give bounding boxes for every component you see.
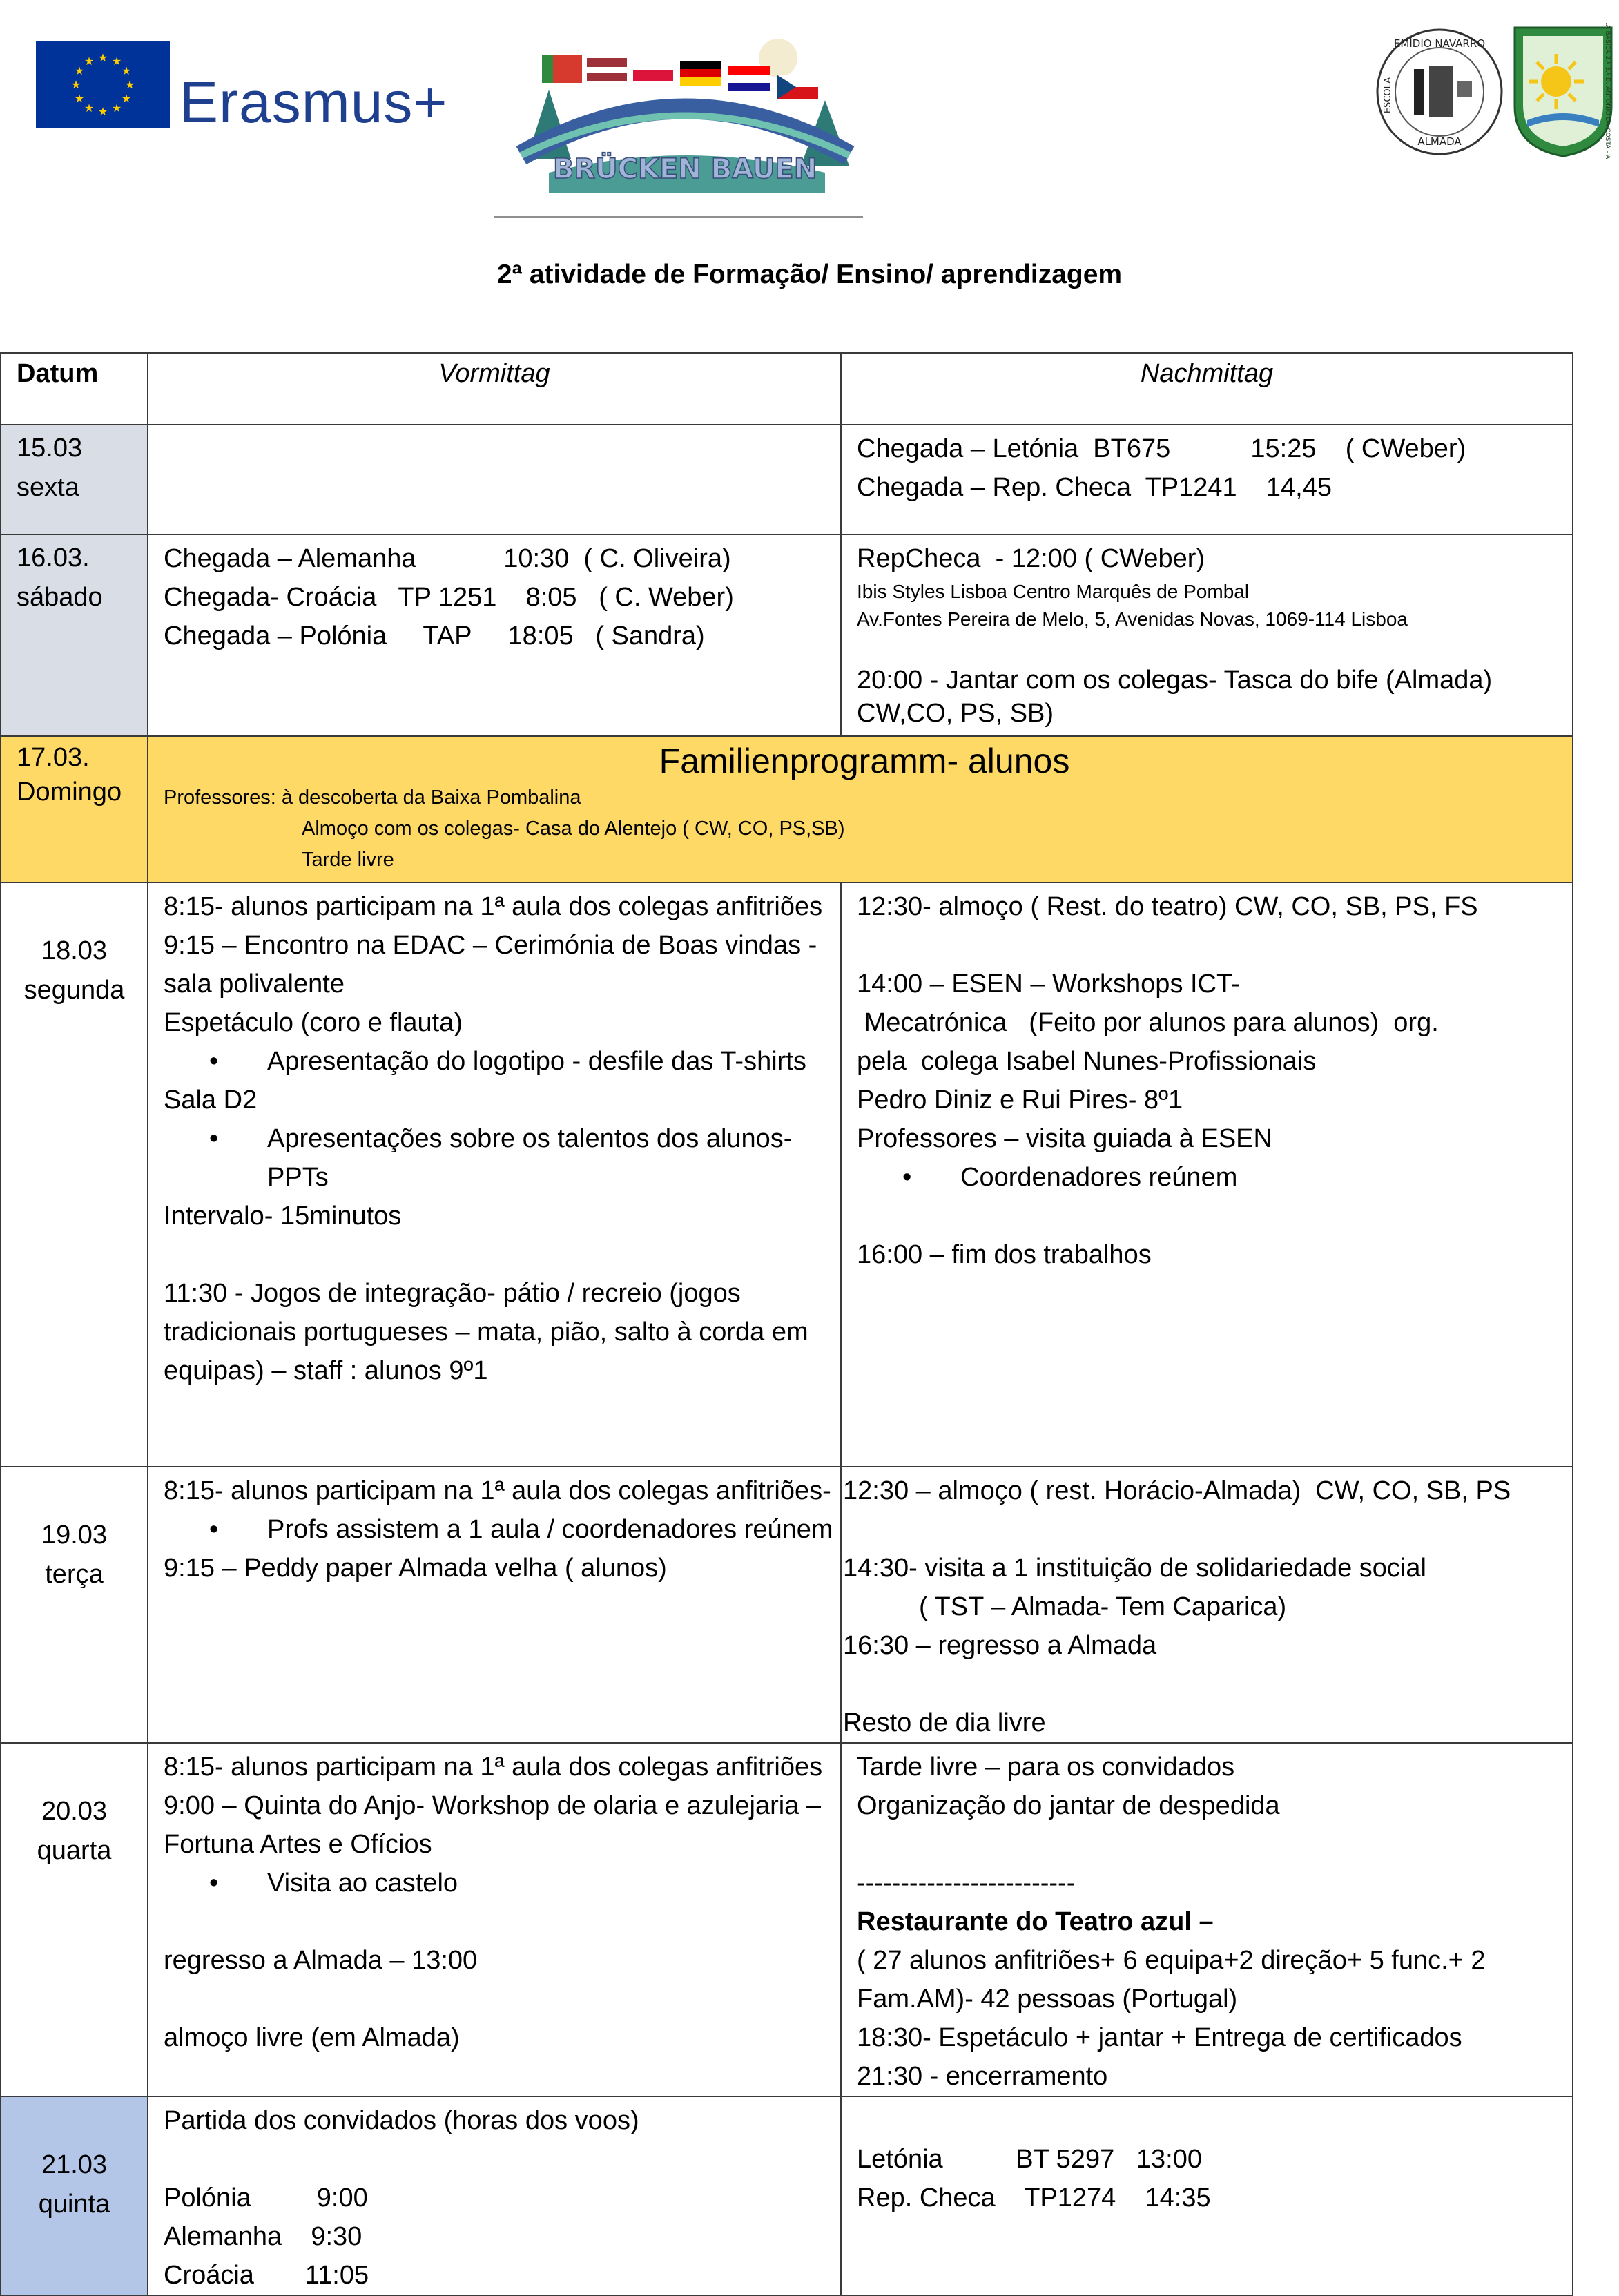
date-cell: 18.03 segunda xyxy=(1,882,148,1467)
eu-flag-icon xyxy=(36,41,170,128)
table-row xyxy=(1,534,1573,736)
header-morning: Vormittag xyxy=(148,353,841,425)
morning-cell: 8:15- alunos participam na 1ª aula dos colegas anfitriões 9:15 – Encontro na EDAC – Cerimónia de Boas vindas -sala polivalente Espetáculo (coro e flauta) • Apresentação do logotipo - desfile das T-shirts Sala D2 • Apresentações sobre os talentos dos alunos- PPTs Intervalo- 15minutos 11:30 - Jogos de integração- pátio / recreio (jogos tradicionais portugueses – mata, pião, salto à corda em equipas) – staff : alunos 9º1 xyxy=(148,882,841,1467)
date-cell: 15.03 sexta xyxy=(1,425,148,534)
header-date: Datum xyxy=(1,353,148,425)
list-item: • Apresentação do logotipo - desfile das T-shirts xyxy=(209,1047,806,1076)
logo-underline xyxy=(494,216,863,218)
schedule-table xyxy=(0,352,1573,2296)
header-afternoon: Nachmittag xyxy=(841,353,1573,425)
table-row xyxy=(1,2096,1573,2295)
morning-cell: Chegada – Alemanha 10:30 ( C. Oliveira) Chegada- Croácia TP 1251 8:05 ( C. Weber) Chegada – Polónia TAP 18:05 ( Sandra) xyxy=(148,534,841,736)
bruecken-bauen-logo xyxy=(507,35,863,197)
table-row xyxy=(1,882,1573,1467)
afternoon-cell: Letónia BT 5297 13:00 Rep. Checa TP1274 14:35 xyxy=(841,2096,1573,2295)
svg-text:★: ★ xyxy=(70,78,81,91)
afternoon-cell: RepCheca - 12:00 ( CWeber) Ibis Styles Lisboa Centro Marquês de Pombal Av.Fontes Pereira de Melo, 5, Avenidas Novas, 1069-114 Lisboa 20:00 - Jantar com os colegas- Tasca do bife (Almada) CW,CO, PS, SB) xyxy=(841,534,1573,736)
morning-cell: Partida dos convidados (horas dos voos) Polónia 9:00 Alemanha 9:30 Croácia 11:05 xyxy=(148,2096,841,2295)
svg-text:EMÍDIO NAVARRO: EMÍDIO NAVARRO xyxy=(1393,37,1486,50)
bb-logo-text: BRÜCKEN BAUEN xyxy=(552,153,817,185)
svg-text:★: ★ xyxy=(121,92,132,105)
svg-text:★: ★ xyxy=(111,55,122,68)
table-row xyxy=(1,736,1573,882)
escola-emidio-navarro-seal xyxy=(1374,26,1505,157)
family-program-cell: Familienprogramm- alunos Professores: à descoberta da Baixa Pombalina Almoço com os colegas- Casa do Alentejo ( CW, CO, PS,SB) Tarde livre xyxy=(148,736,1573,882)
date-cell: 19.03 terça xyxy=(1,1467,148,1743)
list-item: • Coordenadores reúnem xyxy=(902,1163,1238,1192)
escola-antonio-da-costa-crest xyxy=(1511,23,1616,159)
svg-text:★: ★ xyxy=(84,102,95,115)
family-program-title: Familienprogramm- alunos xyxy=(659,742,1070,780)
table-row xyxy=(1,1743,1573,2096)
date-cell: 17.03. Domingo xyxy=(1,736,148,882)
page-header xyxy=(0,0,1619,228)
afternoon-cell: 12:30 – almoço ( rest. Horácio-Almada) CW, CO, SB, PS 14:30- visita a 1 instituição de solidariedade social ( TST – Almada- Tem Caparica) 16:30 – regresso a Almada Resto de dia livre xyxy=(841,1467,1573,1743)
svg-text:★: ★ xyxy=(124,78,135,91)
list-item: • Apresentações sobre os talentos dos alunos- PPTs xyxy=(209,1124,793,1192)
svg-text:★: ★ xyxy=(74,64,85,77)
svg-text:★: ★ xyxy=(111,102,122,115)
afternoon-cell: 12:30- almoço ( Rest. do teatro) CW, CO, SB, PS, FS 14:00 – ESEN – Workshops ICT- Mecatrónica (Feito por alunos para alunos) org. pela colega Isabel Nunes-Profissionais Pedro Diniz e Rui Pires- 8º1 Professores – visita guiada à ESEN • Coordenadores reúnem 16:00 – fim dos trabalhos xyxy=(841,882,1573,1467)
date-cell: 16.03. sábado xyxy=(1,534,148,736)
svg-text:ESCOLA BÁSICA 2.º 3.º D. ANTÓN: ESCOLA BÁSICA 2.º 3.º D. ANTÓNIO DA COSTA - ALMADA xyxy=(1604,23,1611,159)
list-item: • Visita ao castelo xyxy=(209,1869,458,1898)
svg-text:★: ★ xyxy=(97,51,108,64)
afternoon-cell: Tarde livre – para os convidados Organização do jantar de despedida ------------------------- Restaurante do Teatro azul – ( 27 alunos anfitriões+ 6 equipa+2 direção+ 5 func.+ 2 Fam.AM)- 42 pessoas (Portugal) 18:30- Espetáculo + jantar + Entrega de certificados 21:30 - encerramento xyxy=(841,1743,1573,2096)
morning-cell xyxy=(148,425,841,534)
morning-cell: 8:15- alunos participam na 1ª aula dos colegas anfitriões- • Profs assistem a 1 aula / coordenadores reúnem 9:15 – Peddy paper Almada velha ( alunos) xyxy=(148,1467,841,1743)
morning-cell: 8:15- alunos participam na 1ª aula dos colegas anfitriões 9:00 – Quinta do Anjo- Workshop de olaria e azulejaria – Fortuna Artes e Ofícios • Visita ao castelo regresso a Almada – 13:00 almoço livre (em Almada) xyxy=(148,1743,841,2096)
svg-text:ALMADA: ALMADA xyxy=(1417,135,1462,148)
table-row xyxy=(1,1467,1573,1743)
date-cell: 20.03 quarta xyxy=(1,1743,148,2096)
date-cell: 21.03 quinta xyxy=(1,2096,148,2295)
table-header-row xyxy=(1,353,1573,425)
page-title: 2ª atividade de Formação/ Ensino/ aprendizagem xyxy=(496,260,1123,289)
afternoon-cell: Chegada – Letónia BT675 15:25 ( CWeber) Chegada – Rep. Checa TP1241 14,45 xyxy=(841,425,1573,534)
table-row xyxy=(1,425,1573,534)
svg-text:★: ★ xyxy=(74,92,85,105)
svg-text:★: ★ xyxy=(121,64,132,77)
erasmus-plus-logo: Erasmus+ xyxy=(180,70,448,135)
list-item: • Profs assistem a 1 aula / coordenadores reúnem xyxy=(209,1515,833,1544)
svg-text:★: ★ xyxy=(84,55,95,68)
svg-text:ESCOLA: ESCOLA xyxy=(1383,77,1393,114)
svg-text:★: ★ xyxy=(97,105,108,118)
